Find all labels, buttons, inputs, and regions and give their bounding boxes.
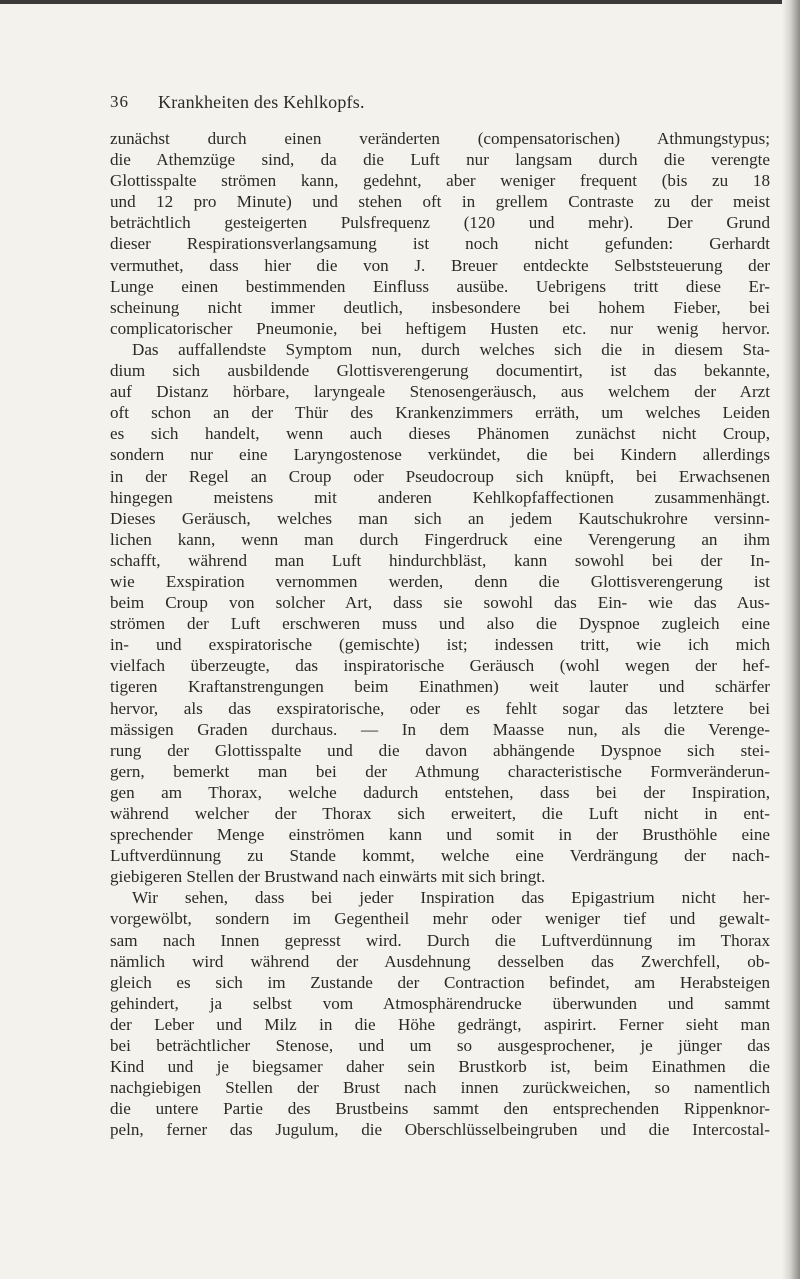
text-line: mässigen Graden durchaus. — In dem Maasse nun, als die Verenge- [110,719,770,739]
text-line: nämlich wird während der Ausdehnung desselben das Zwerchfell, ob- [110,951,770,971]
body-text [110,128,770,1141]
text-line: vorgewölbt, sondern im Gegentheil mehr oder weniger tief und gewalt- [110,909,770,929]
text-line: Kind und je biegsamer daher sein Brustkorb ist, beim Einathmen die [110,1057,770,1077]
text-line: peln, ferner das Jugulum, die Oberschlüsselbeingruben und die Intercostal- [110,1120,770,1140]
running-header [110,92,770,116]
text-line: zunächst durch einen veränderten (compensatorischen) Athmungstypus; [110,129,770,148]
text-line: gern, bemerkt man bei der Athmung characteristische Formveränderun- [110,761,770,781]
text-line: hervor, als das exspiratorische, oder es fehlt sogar das letztere bei [110,698,770,718]
text-line: auf Distanz hörbare, laryngeale Stenosengeräusch, aus welchem der Arzt [110,382,770,402]
text-line: die Athemzüge sind, da die Luft nur langsam durch die verengte [110,150,770,170]
text-line: sprechender Menge einströmen kann und somit in der Brusthöhle eine [110,825,770,845]
text-line: in- und exspiratorische (gemischte) ist; indessen tritt, wie ich mich [110,635,770,655]
text-line: bei beträchtlicher Stenose, und um so ausgesprochener, je jünger das [110,1036,770,1056]
text-line: vermuthet, dass hier die von J. Breuer entdeckte Selbststeuerung der [110,255,770,275]
text-line: Das auffallendste Symptom nun, durch welches sich die in diesem Sta- [132,339,770,359]
text-line: giebigeren Stellen der Brustwand nach einwärts mit sich bringt. [110,867,546,887]
text-line: und 12 pro Minute) und stehen oft in grellem Contraste zu der meist [110,192,770,212]
text-line: strömen der Luft erschweren muss und also die Dyspnoe zugleich eine [110,614,770,634]
text-line: in der Regel an Croup oder Pseudocroup sich knüpft, bei Erwachsenen [110,466,770,486]
text-line: Wir sehen, dass bei jeder Inspiration das Epigastrium nicht her- [132,888,770,908]
text-line: Lunge einen bestimmenden Einfluss ausübe. Uebrigens tritt diese Er- [110,276,770,296]
text-line: wie Exspiration vernommen werden, denn die Glottisverengerung ist [110,571,770,591]
text-line: rung der Glottisspalte und die davon abhängende Dyspnoe sich stei- [110,740,770,760]
text-line: lichen kann, wenn man durch Fingerdruck eine Verengerung an ihm [110,529,770,549]
page-number: 36 [110,92,129,111]
text-line: dium sich ausbildende Glottisverengerung documentirt, ist das bekannte, [110,361,770,381]
text-line: dieser Respirationsverlangsamung ist noch nicht gefunden: Gerhardt [110,234,770,254]
text-line: gen am Thorax, welche dadurch entstehen, dass bei der Inspiration, [110,782,770,802]
text-line: hingegen meistens mit anderen Kehlkopfaffectionen zusammenhängt. [110,487,770,507]
text-line: scheinung nicht immer deutlich, insbesondere bei hohem Fieber, bei [110,297,770,317]
text-line: vielfach überzeugte, das inspiratorische Geräusch (wohl wegen der hef- [110,656,770,676]
text-line: während welcher der Thorax sich erweitert, die Luft nicht in ent- [110,804,770,823]
text-line: sondern nur eine Laryngostenose verkündet, die bei Kindern allerdings [110,445,770,465]
text-line: complicatorischer Pneumonie, bei heftigem Husten etc. nur wenig hervor. [110,318,770,338]
text-line: Luftverdünnung zu Stande kommt, welche eine Verdrängung der nach- [110,846,770,866]
text-line: Glottisspalte strömen kann, gedehnt, aber weniger frequent (bis zu 18 [110,171,770,191]
header-title: Krankheiten des Kehlkopfs. [158,92,365,112]
book-page [110,92,770,1141]
text-line: gleich es sich im Zustande der Contraction befindet, am Herabsteigen [110,972,770,992]
text-line: oft schon an der Thür des Krankenzimmers erräth, um welches Leiden [110,403,770,423]
text-line: sam nach Innen gepresst wird. Durch die Luftverdünnung im Thorax [110,930,770,950]
text-line: Dieses Geräusch, welches man sich an jedem Kautschukrohre versinn- [110,508,770,528]
text-line: schafft, während man Luft hindurchbläst, kann sowohl bei der In- [110,550,770,570]
text-line: gehindert, ja selbst vom Atmosphärendrucke überwunden und sammt [110,993,770,1013]
text-line: tigeren Kraftanstrengungen beim Einathmen) weit lauter und schärfer [110,677,770,697]
text-line: beim Croup von solcher Art, dass sie sowohl das Ein- wie das Aus- [110,593,770,613]
page-top-edge [0,0,800,4]
text-line: es sich handelt, wenn auch dieses Phänomen zunächst nicht Croup, [110,424,770,444]
text-line: die untere Partie des Brustbeins sammt den entsprechenden Rippenknor- [110,1099,770,1119]
text-line: nachgiebigen Stellen der Brust nach innen zurückweichen, so namentlich [110,1078,770,1098]
text-line: beträchtlich gesteigerten Pulsfrequenz (120 und mehr). Der Grund [110,213,770,233]
text-line: der Leber und Milz in die Höhe gedrängt, aspirirt. Ferner sieht man [110,1014,770,1034]
page-right-edge-shadow [782,0,800,1279]
